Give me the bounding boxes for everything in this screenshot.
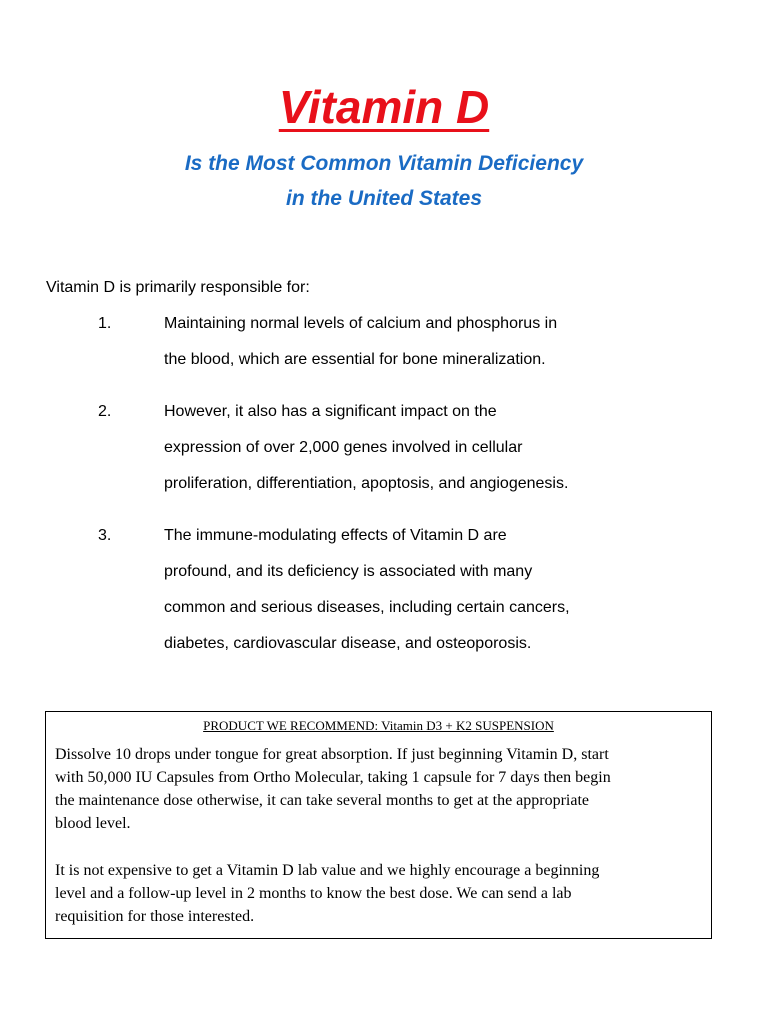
- subtitle-line-1: Is the Most Common Vitamin Deficiency: [184, 152, 584, 175]
- item-3-line-3: common and serious diseases, including certain cancers,: [164, 599, 570, 616]
- item-1-number: 1.: [98, 315, 112, 332]
- recommendation-box: [45, 711, 712, 939]
- item-3-line-2: profound, and its deficiency is associated with many: [164, 563, 533, 580]
- item-1-line-2: the blood, which are essential for bone mineralization.: [164, 351, 546, 368]
- item-2-line-1: However, it also has a significant impact on the: [164, 403, 497, 420]
- page-title: Vitamin D: [278, 81, 490, 133]
- item-3-line-4: diabetes, cardiovascular disease, and osteoporosis.: [164, 635, 532, 652]
- recommendation-p1-line-2: with 50,000 IU Capsules from Ortho Molecular, taking 1 capsule for 7 days then begin: [55, 769, 611, 786]
- recommendation-p2-line-3: requisition for those interested.: [55, 908, 255, 925]
- item-2-line-2: expression of over 2,000 genes involved in cellular: [164, 439, 523, 456]
- item-3-number: 3.: [98, 527, 112, 544]
- intro-text: Vitamin D is primarily responsible for:: [46, 279, 310, 296]
- recommendation-heading: PRODUCT WE RECOMMEND: Vitamin D3 + K2 SUSPENSION: [203, 718, 554, 733]
- recommendation-p1-line-1: Dissolve 10 drops under tongue for great absorption. If just beginning Vitamin D, start: [55, 746, 609, 763]
- recommendation-p1-line-4: blood level.: [55, 815, 131, 832]
- recommendation-p2-line-2: level and a follow-up level in 2 months to know the best dose. We can send a lab: [55, 885, 572, 902]
- item-1-line-1: Maintaining normal levels of calcium and phosphorus in: [164, 315, 558, 332]
- item-2-line-3: proliferation, differentiation, apoptosis, and angiogenesis.: [164, 475, 569, 492]
- item-2-number: 2.: [98, 403, 112, 420]
- subtitle-line-2: in the United States: [285, 187, 483, 210]
- recommendation-p2-line-1: It is not expensive to get a Vitamin D lab value and we highly encourage a beginning: [55, 862, 600, 879]
- item-3-line-1: The immune-modulating effects of Vitamin D are: [164, 527, 507, 544]
- recommendation-p1-line-3: the maintenance dose otherwise, it can take several months to get at the appropriate: [55, 792, 590, 809]
